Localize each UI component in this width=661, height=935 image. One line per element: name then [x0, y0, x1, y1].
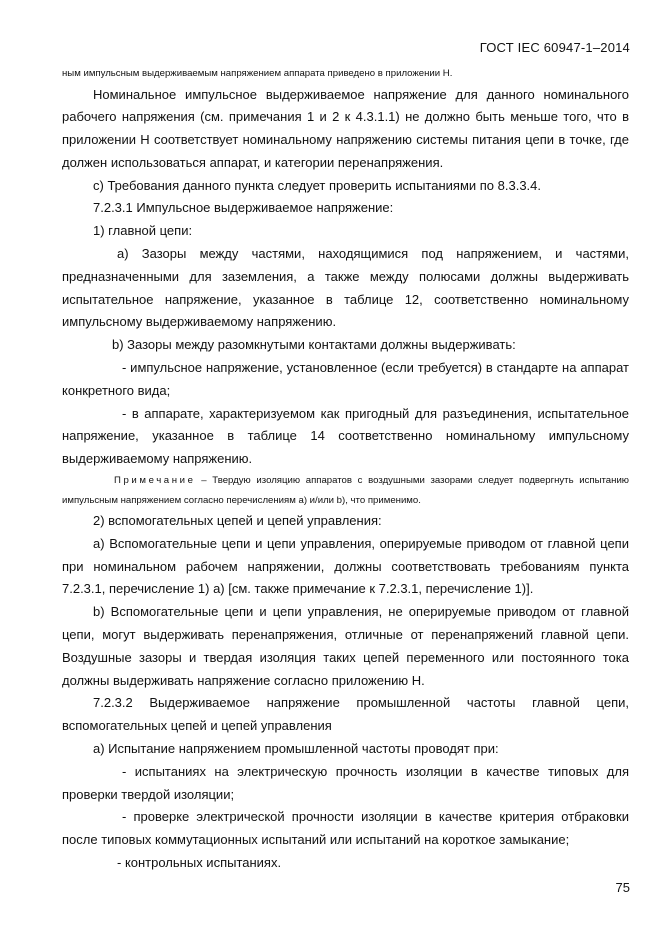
- page-number: 75: [615, 880, 630, 895]
- item-rejection-criterion: - проверке электрической прочности изоляции в качестве критерия отбраковки после типовых коммутационных испытаний или испытаний на короткое замыкание;: [62, 809, 629, 848]
- item-open-contacts: b) Зазоры между разомкнутыми контактами должны выдерживать:: [112, 337, 516, 353]
- page-body: [62, 64, 629, 875]
- item-power-frequency-test: а) Испытание напряжением промышленной частоты проводят при:: [93, 741, 499, 757]
- note: [62, 471, 629, 510]
- item-aux-operated-main: а) Вспомогательные цепи и цепи управления, оперируемые приводом от главной цепи при номинальном рабочем напряжении, должны соответствовать требованиям пункта 7.2.3.1, перечисление 1) а) [см. также примечание к 7.2.3.1, перечисление 1)].: [62, 535, 629, 597]
- note-label: Примечание: [114, 475, 196, 487]
- item-isolation-device: - в аппарате, характеризуемом как пригодный для разъединения, испытательное напряжение, указанное в таблице 14 соответственно номинальному импульсному выдерживаемому напряжению.: [62, 405, 629, 467]
- item-main-circuit: 1) главной цепи:: [93, 223, 193, 239]
- paragraph-verification: с) Требования данного пункта следует проверить испытаниями по 8.3.3.4.: [93, 177, 542, 193]
- item-aux-not-operated: b) Вспомогательные цепи и цепи управления, не оперируемые приводом от главной цепи, могут выдерживать перенапряжения, отличные от перенапряжений главной цепи. Воздушные зазоры и твердая изоляция таких цепей переменного или постоянного тока должны выдерживать напряжение согласно приложению Н.: [62, 604, 629, 688]
- item-auxiliary-circuits: 2) вспомогательных цепей и цепей управления:: [93, 513, 382, 529]
- item-routine-tests: - контрольных испытаниях.: [117, 855, 282, 870]
- document-header: ГОСТ IEC 60947-1–2014: [479, 40, 630, 55]
- section-7-2-3-2-heading: 7.2.3.2 Выдерживаемое напряжение промышленной частоты главной цепи, вспомогательных цепей и цепей управления: [62, 695, 629, 734]
- paragraph-rated-impulse-voltage: Номинальное импульсное выдерживаемое напряжение для данного номинального рабочего напряжения (см. примечания 1 и 2 к 4.3.1.1) не должно быть меньше того, что в приложении Н соответствует номинальному напряжению системы питания цепи в точке, где должен использоваться аппарат, и категории перенапряжения.: [62, 86, 629, 170]
- note-text: – Твердую изоляцию аппаратов с воздушными зазорами следует подвергнуть испытанию импульсным напряжением согласно перечислениям а) и/или b), что применимо.: [62, 475, 629, 506]
- item-impulse-voltage: - импульсное напряжение, установленное (если требуется) в стандарте на аппарат конкретного вида;: [62, 360, 629, 398]
- item-clearances-live-parts: а) Зазоры между частями, находящимися под напряжением, и частями, предназначенными для заземления, а также между полюсами должны выдерживать испытательное напряжение, указанное в таблице 12, соответственно номинальному импульсному выдерживаемому напряжению.: [62, 246, 629, 330]
- item-dielectric-type-tests: - испытаниях на электрическую прочность изоляции в качестве типовых для проверки твердой изоляции;: [62, 763, 629, 802]
- section-7-2-3-1-heading: 7.2.3.1 Импульсное выдерживаемое напряжение:: [93, 200, 394, 216]
- continuation-line: ным импульсным выдерживаемым напряжением аппарата приведено в приложении Н.: [62, 68, 453, 79]
